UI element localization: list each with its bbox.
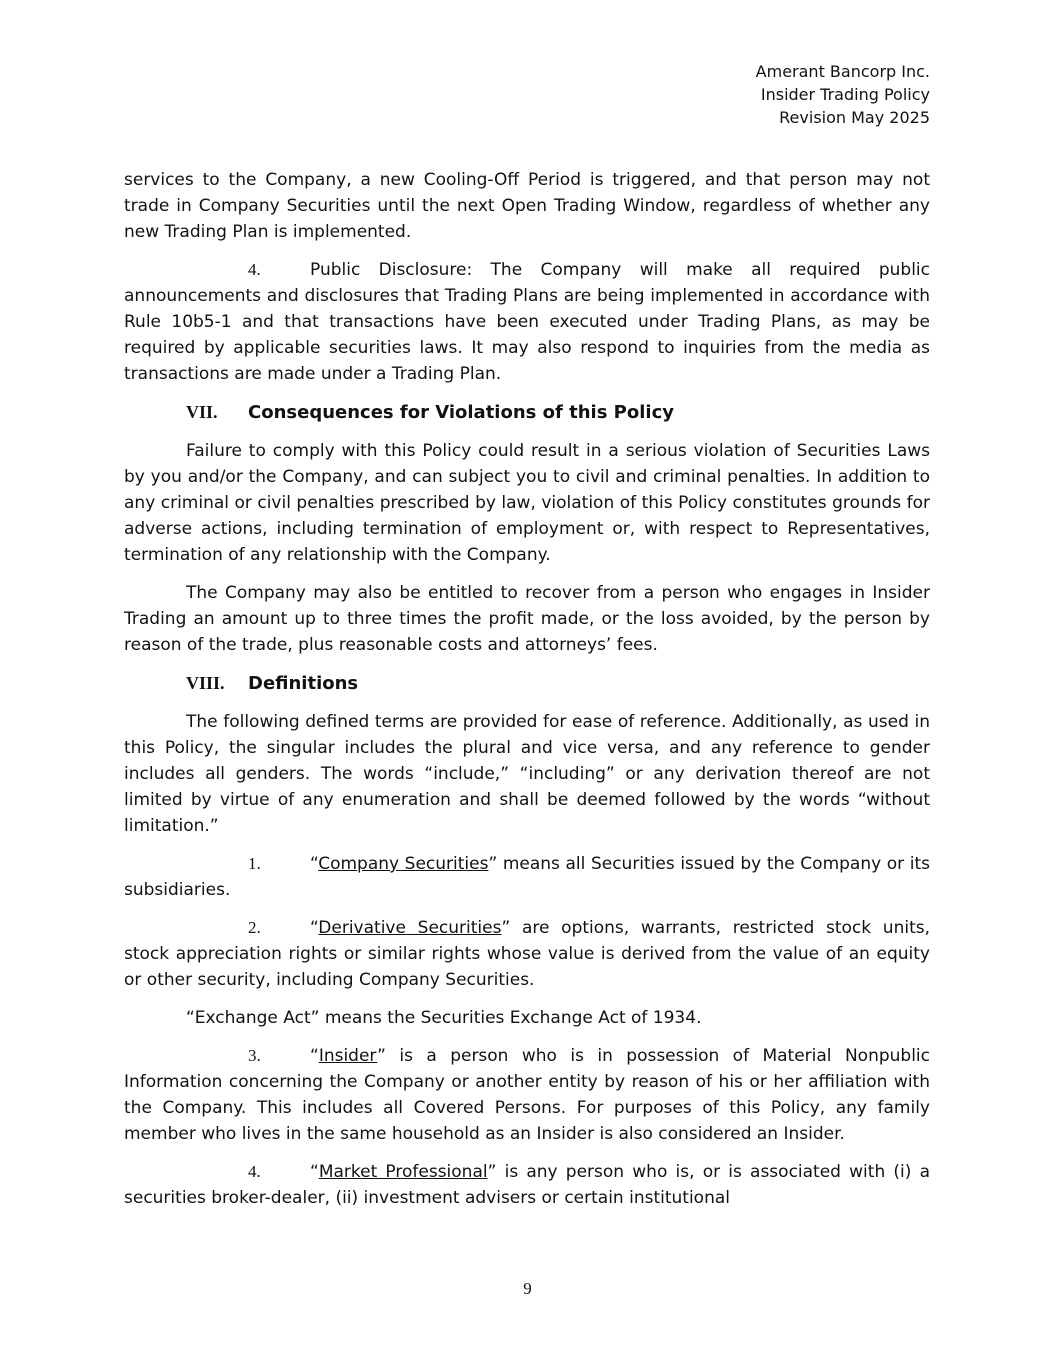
paragraph-text: The Company may also be entitled to recover from a person who engages in Insider Trading an amount up to three times the profit made, or the loss avoided, by the person by reason of the trade, plus reasonable costs and attorneys’ fees.	[124, 583, 930, 655]
section-number: VII.	[186, 402, 218, 422]
header-document-title: Insider Trading Policy	[760, 85, 930, 104]
definition-item-insider	[124, 1043, 930, 1147]
quote-open: “	[310, 918, 319, 938]
paragraph-recover	[124, 580, 930, 658]
item-number: 3.	[248, 1046, 261, 1065]
defined-term: Market Professional	[318, 1162, 488, 1182]
document-header	[756, 60, 930, 129]
page-number: 9	[523, 1279, 532, 1298]
paragraph-defined-terms	[124, 709, 930, 839]
section-number: VIII.	[186, 673, 225, 693]
paragraph-continuation	[124, 167, 930, 245]
paragraph-text: services to the Company, a new Cooling-Off Period is triggered, and that person may not trade in Company Securities until the next Open Trading Window, regardless of whether any new Trading Plan is implemented.	[124, 170, 930, 242]
numbered-item-public-disclosure	[124, 257, 930, 387]
paragraph-text: “Exchange Act” means the Securities Exchange Act of 1934.	[186, 1008, 702, 1028]
defined-term: Company Securities	[318, 854, 489, 874]
definition-text: ” are options, warrants, restricted stock units, stock appreciation rights or similar rights whose value is derived from the value of an equity or other security, including Company Securities.	[124, 918, 931, 990]
section-title: Consequences for Violations of this Policy	[248, 402, 674, 423]
section-title: Definitions	[248, 673, 359, 694]
definition-item-derivative-securities	[124, 915, 930, 993]
definition-item-company-securities	[124, 851, 930, 903]
definition-text: ” is any person who is, or is associated with (i) a securities broker-dealer, (ii) investment advisers or certain institutional	[124, 1162, 930, 1208]
definition-item-market-professional	[124, 1159, 930, 1211]
definition-text: ” means all Securities issued by the Company or its subsidiaries.	[124, 854, 930, 900]
item-number: 4.	[248, 1162, 261, 1181]
item-text: Public Disclosure: The Company will make all required public announcements and disclosures that Trading Plans are being implemented in accordance with Rule 10b5-1 and that transactions have been executed under Trading Plans, as may be required by applicable securities laws. It may also respond to inquiries from the media as transactions are made under a Trading Plan.	[124, 260, 930, 384]
quote-open: “	[310, 1046, 319, 1066]
paragraph-text: The following defined terms are provided for ease of reference. Additionally, as used in this Policy, the singular includes the plural and vice versa, and any reference to gender includes all genders. The words “include,” “including” or any derivation thereof are not limited by virtue of any enumeration and shall be deemed followed by the words “without limitation.”	[124, 712, 930, 836]
section-heading-vii	[186, 399, 930, 426]
defined-term: Derivative Securities	[318, 918, 502, 938]
item-number: 4.	[248, 260, 261, 279]
paragraph-text: Failure to comply with this Policy could result in a serious violation of Securities Laws by you and/or the Company, and can subject you to civil and criminal penalties. In addition to any criminal or civil penalties prescribed by law, violation of this Policy constitutes grounds for adverse actions, including termination of employment or, with respect to Representatives, termination of any relationship with the Company.	[124, 441, 930, 565]
paragraph-exchange-act	[124, 1005, 930, 1031]
header-revision-date: Revision May 2025	[779, 108, 930, 127]
quote-open: “	[310, 854, 319, 874]
section-heading-viii	[186, 670, 930, 697]
paragraph-failure-to-comply	[124, 438, 930, 568]
item-number: 2.	[248, 918, 261, 937]
definition-text: ” is a person who is in possession of Material Nonpublic Information concerning the Company or another entity by reason of his or her affiliation with the Company. This includes all Covered Persons. For purposes of this Policy, any family member who lives in the same household as an Insider is also considered an Insider.	[124, 1046, 930, 1144]
quote-open: “	[310, 1162, 319, 1182]
item-number: 1.	[248, 854, 261, 873]
defined-term: Insider	[318, 1046, 378, 1066]
header-company-name: Amerant Bancorp Inc.	[755, 62, 930, 81]
document-body	[124, 167, 930, 1223]
